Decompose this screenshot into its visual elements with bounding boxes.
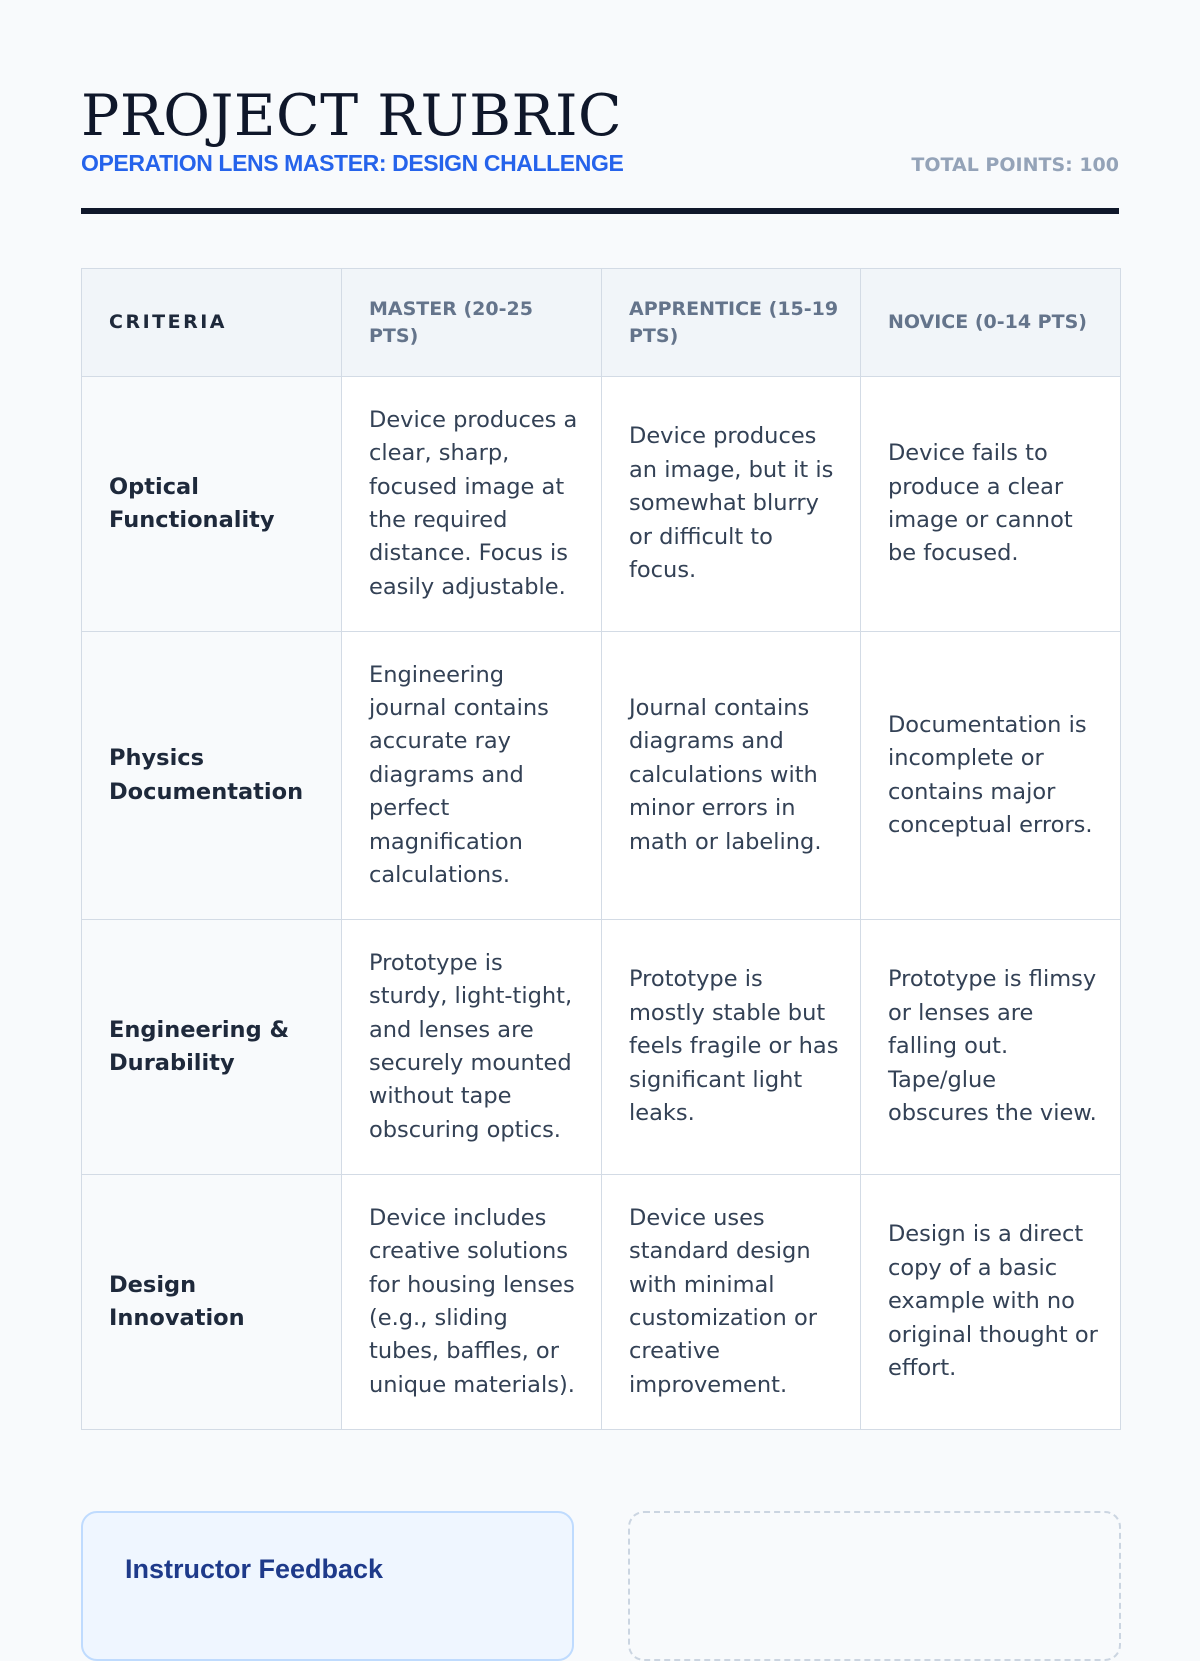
page-header bbox=[81, 80, 1119, 214]
master-cell: Engineering journal contains accurate ray diagrams and perfect magnification calculations. bbox=[342, 632, 602, 920]
master-cell: Device includes creative solutions for housing lenses (e.g., sliding tubes, baffles, or unique materials). bbox=[342, 1175, 602, 1430]
rubric-row bbox=[82, 1175, 1121, 1430]
novice-cell: Documentation is incomplete or contains major conceptual errors. bbox=[860, 632, 1120, 920]
criteria-cell: Design Innovation bbox=[82, 1175, 342, 1430]
rubric-row bbox=[82, 920, 1121, 1175]
rubric-row bbox=[82, 377, 1121, 632]
criteria-column-header: CRITERIA bbox=[82, 269, 342, 377]
total-points-label: TOTAL POINTS: 100 bbox=[911, 154, 1119, 176]
apprentice-cell: Prototype is mostly stable but feels fragile or has significant light leaks. bbox=[602, 920, 861, 1175]
instructor-feedback-box bbox=[81, 1511, 574, 1661]
instructor-feedback-title: Instructor Feedback bbox=[125, 1554, 384, 1584]
apprentice-cell: Device uses standard design with minimal customization or creative improvement. bbox=[602, 1175, 861, 1430]
rubric-table bbox=[81, 268, 1121, 1430]
apprentice-cell: Journal contains diagrams and calculations with minor errors in math or labeling. bbox=[602, 632, 861, 920]
criteria-cell: Optical Functionality bbox=[82, 377, 342, 632]
novice-cell: Design is a direct copy of a basic example with no original thought or effort. bbox=[860, 1175, 1120, 1430]
novice-cell: Device fails to produce a clear image or cannot be focused. bbox=[860, 377, 1120, 632]
master-cell: Prototype is sturdy, light-tight, and lenses are securely mounted without tape obscuring optics. bbox=[342, 920, 602, 1175]
score-box bbox=[628, 1511, 1121, 1661]
rubric-header-row bbox=[82, 269, 1121, 377]
master-column-header: MASTER (20-25 PTS) bbox=[342, 269, 602, 377]
apprentice-column-header: APPRENTICE (15-19 PTS) bbox=[602, 269, 861, 377]
novice-column-header: NOVICE (0-14 PTS) bbox=[860, 269, 1120, 377]
criteria-cell: Physics Documentation bbox=[82, 632, 342, 920]
criteria-cell: Engineering & Durability bbox=[82, 920, 342, 1175]
page-title: PROJECT RUBRIC bbox=[81, 83, 623, 149]
page-subtitle: OPERATION LENS MASTER: DESIGN CHALLENGE bbox=[81, 150, 624, 176]
master-cell: Device produces a clear, sharp, focused image at the required distance. Focus is easily adjustable. bbox=[342, 377, 602, 632]
novice-cell: Prototype is flimsy or lenses are falling out. Tape/glue obscures the view. bbox=[860, 920, 1120, 1175]
rubric-row bbox=[82, 632, 1121, 920]
apprentice-cell: Device produces an image, but it is somewhat blurry or difficult to focus. bbox=[602, 377, 861, 632]
